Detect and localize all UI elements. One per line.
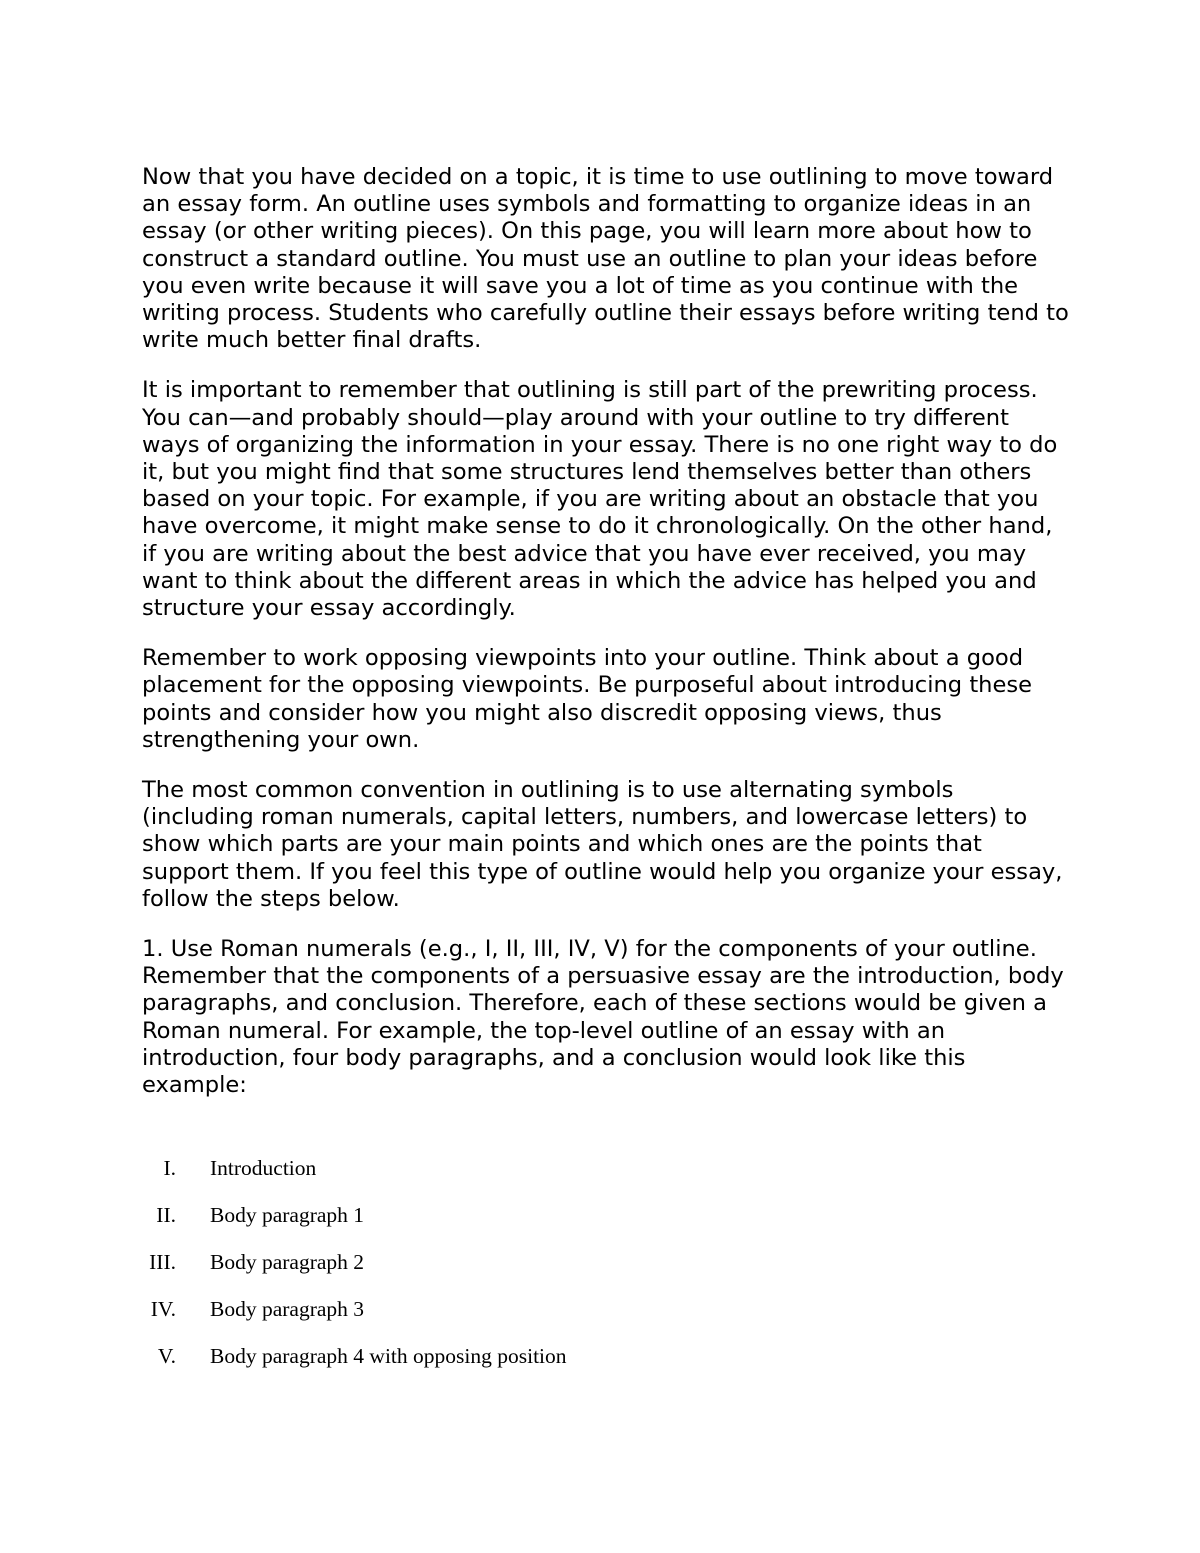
paragraph-prewriting: It is important to remember that outlining is still part of the prewriting process. You can—and probably should—play around with your outline to try different ways of organizing the information in your essay. There is no one right way to do it, but you might find that some structures lend themselves better than others based on your topic. For example, if you are writing about an obstacle that you have overcome, it might make sense to do it chronologically. On the other hand, if you are writing about the best advice that you have ever received, you may want to think about the different areas in which the advice has helped you and structure your essay accordingly. xyxy=(142,377,1058,622)
outline-item-text: Body paragraph 3 xyxy=(210,1297,365,1321)
outline-item xyxy=(142,1154,1042,1201)
paragraph-intro: Now that you have decided on a topic, it is time to use outlining to move toward an essay form. An outline uses symbols and formatting to organize ideas in an essay (or other writing pieces). On this page, you will learn more about how to construct a standard outline. You must use an outline to plan your ideas before you even write because it will save you a lot of time as you continue with the writing process. Students who carefully outline their essays before writing tend to write much better final drafts. xyxy=(142,164,1069,354)
paragraph-step-1: 1. Use Roman numerals (e.g., I, II, III, IV, V) for the components of your outline. Remember that the components of a persuasive essay are the introduction, body paragraphs, and conclusion. Therefore, each of these sections would be given a Roman numeral. For example, the top-level outline of an essay with an introduction, four body paragraphs, and a conclusion would look like this example: xyxy=(142,936,1064,1099)
outline-numeral: I. xyxy=(163,1156,176,1180)
outline-item xyxy=(142,1201,1042,1248)
roman-numeral-outline xyxy=(142,1154,1042,1389)
outline-item-text: Body paragraph 1 xyxy=(210,1203,365,1227)
outline-numeral: V. xyxy=(157,1344,176,1368)
paragraph-conventions: The most common convention in outlining is to use alternating symbols (including roman numerals, capital letters, numbers, and lowercase letters) to show which parts are your main points and which ones are the points that support them. If you feel this type of outline would help you organize your essay, follow the steps below. xyxy=(142,777,1063,912)
outline-numeral: IV. xyxy=(150,1297,176,1321)
outline-item xyxy=(142,1342,1042,1389)
outline-item-text: Introduction xyxy=(210,1156,317,1180)
outline-item-text: Body paragraph 2 xyxy=(210,1250,365,1274)
paragraph-opposing-viewpoints: Remember to work opposing viewpoints into your outline. Think about a good placement for the opposing viewpoints. Be purposeful about introducing these points and consider how you might also discredit opposing views, thus strengthening your own. xyxy=(142,645,1033,753)
outline-item xyxy=(142,1248,1042,1295)
outline-item xyxy=(142,1295,1042,1342)
document-body xyxy=(142,164,1072,1122)
outline-numeral: III. xyxy=(149,1250,176,1274)
outline-item-text: Body paragraph 4 with opposing position xyxy=(210,1344,567,1368)
outline-numeral: II. xyxy=(156,1203,176,1227)
